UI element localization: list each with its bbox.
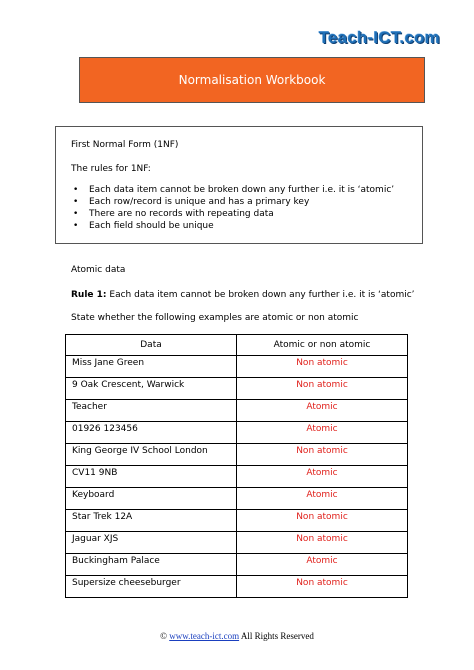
table-row bbox=[66, 444, 408, 466]
data-cell: Teacher bbox=[66, 400, 237, 422]
rules-box bbox=[55, 126, 423, 244]
table-header-row bbox=[66, 335, 408, 356]
rules-list-item bbox=[71, 208, 394, 220]
table-row bbox=[66, 576, 408, 598]
rule-text: Each data item cannot be broken down any further i.e. it is ‘atomic’ bbox=[89, 185, 395, 195]
rights-text: All Rights Reserved bbox=[239, 631, 314, 641]
table-row bbox=[66, 356, 408, 378]
answer-cell: Non atomic bbox=[237, 510, 408, 532]
rule-text: There are no records with repeating data bbox=[89, 209, 274, 219]
data-cell: Buckingham Palace bbox=[66, 554, 237, 576]
bullet-icon: • bbox=[73, 185, 79, 195]
data-cell: Star Trek 12A bbox=[66, 510, 237, 532]
teach-ict-logo: Teach-ICT.com bbox=[318, 28, 440, 47]
table-row bbox=[66, 554, 408, 576]
rules-list-item bbox=[71, 220, 394, 232]
data-cell: CV11 9NB bbox=[66, 466, 237, 488]
instruction-text: State whether the following examples are atomic or non atomic bbox=[71, 313, 359, 323]
rule-1-text: Each data item cannot be broken down any further i.e. it is ‘atomic’ bbox=[106, 290, 415, 300]
answer-cell: Atomic bbox=[237, 488, 408, 510]
rules-intro: The rules for 1NF: bbox=[71, 164, 151, 174]
answer-cell: Atomic bbox=[237, 400, 408, 422]
rules-heading: First Normal Form (1NF) bbox=[71, 140, 179, 150]
data-cell: 01926 123456 bbox=[66, 422, 237, 444]
data-cell: 9 Oak Crescent, Warwick bbox=[66, 378, 237, 400]
rule-1 bbox=[71, 290, 415, 300]
answer-cell: Non atomic bbox=[237, 576, 408, 598]
answer-cell: Atomic bbox=[237, 422, 408, 444]
table-row bbox=[66, 466, 408, 488]
column-header-answer: Atomic or non atomic bbox=[237, 335, 408, 356]
footer-link[interactable]: www.teach-ict.com bbox=[169, 631, 240, 641]
data-cell: Keyboard bbox=[66, 488, 237, 510]
answer-cell: Non atomic bbox=[237, 444, 408, 466]
data-cell: Jaguar XJS bbox=[66, 532, 237, 554]
rule-text: Each row/record is unique and has a primary key bbox=[89, 197, 310, 207]
table-row bbox=[66, 378, 408, 400]
rules-list-item bbox=[71, 196, 394, 208]
column-header-data: Data bbox=[66, 335, 237, 356]
footer bbox=[0, 631, 474, 641]
answer-cell: Non atomic bbox=[237, 356, 408, 378]
table-row bbox=[66, 422, 408, 444]
answer-cell: Atomic bbox=[237, 554, 408, 576]
answer-cell: Non atomic bbox=[237, 378, 408, 400]
rules-list-item bbox=[71, 184, 394, 196]
table-row bbox=[66, 400, 408, 422]
table-row bbox=[66, 488, 408, 510]
table-row bbox=[66, 532, 408, 554]
title-banner bbox=[79, 57, 425, 103]
bullet-icon: • bbox=[73, 209, 79, 219]
copyright-symbol: © bbox=[160, 631, 170, 641]
answer-cell: Non atomic bbox=[237, 532, 408, 554]
atomic-table bbox=[65, 334, 408, 598]
data-cell: Supersize cheeseburger bbox=[66, 576, 237, 598]
section-title: Atomic data bbox=[71, 265, 126, 275]
bullet-icon: • bbox=[73, 221, 79, 231]
rule-text: Each field should be unique bbox=[89, 221, 214, 231]
answer-cell: Atomic bbox=[237, 466, 408, 488]
data-cell: Miss Jane Green bbox=[66, 356, 237, 378]
rule-1-label: Rule 1: bbox=[71, 290, 107, 300]
bullet-icon: • bbox=[73, 197, 79, 207]
page-title: Normalisation Workbook bbox=[178, 73, 326, 87]
table-row bbox=[66, 510, 408, 532]
data-cell: King George IV School London bbox=[66, 444, 237, 466]
rules-list bbox=[71, 184, 394, 232]
